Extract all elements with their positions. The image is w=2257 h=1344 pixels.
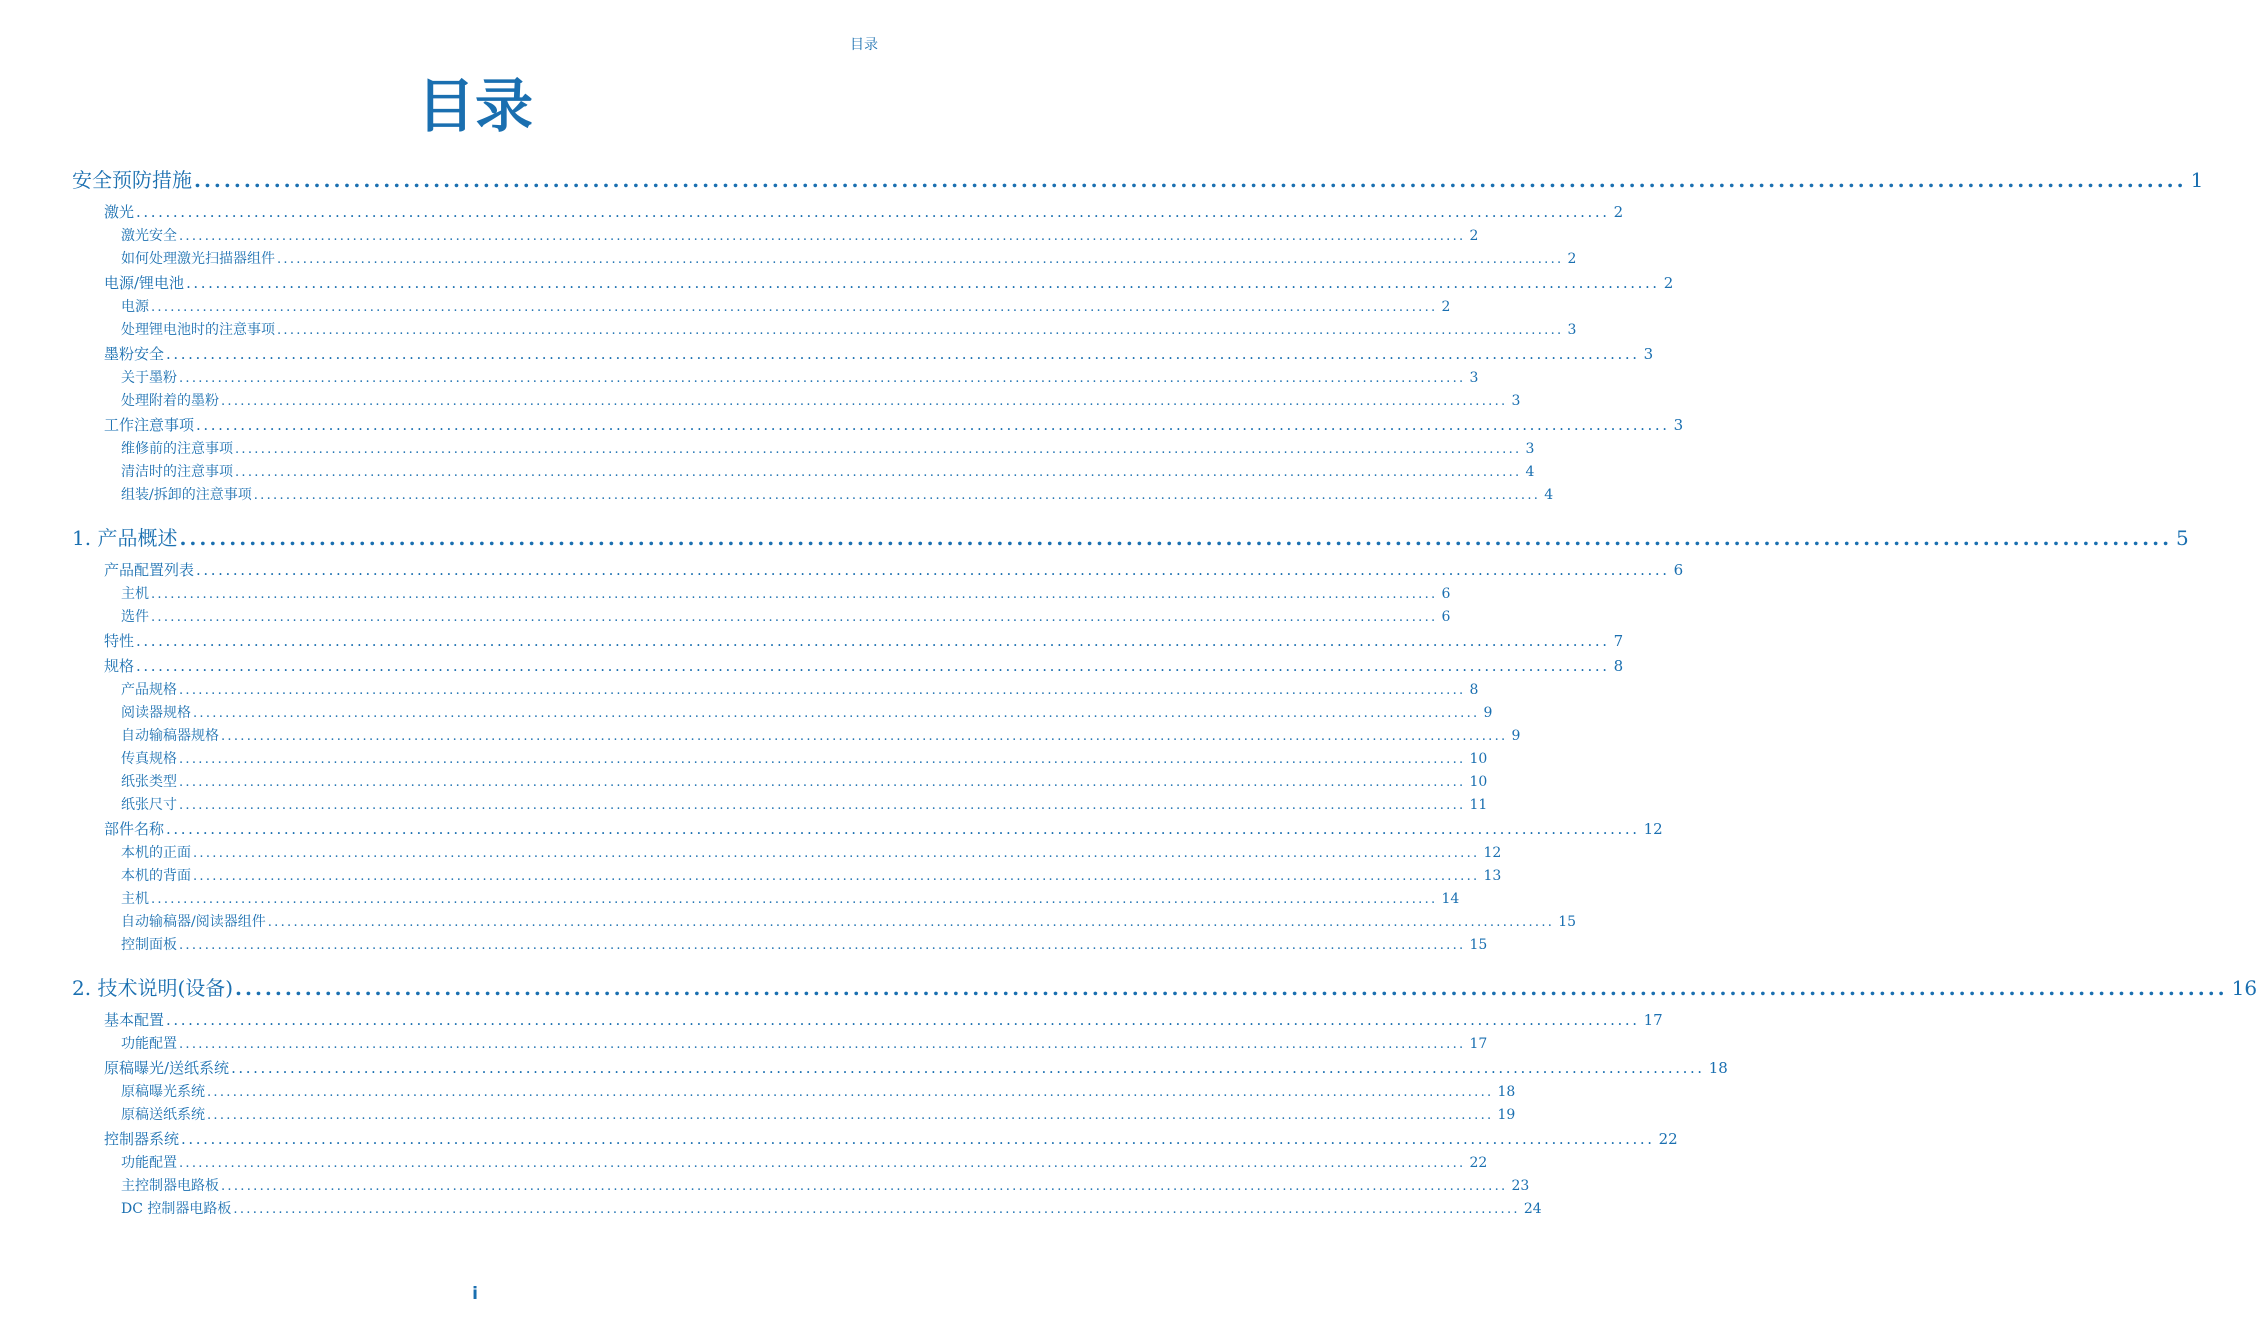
toc-leader-dots: ........................................................................................................................................................................................................ xyxy=(179,526,2173,550)
toc-entry-level-3[interactable] xyxy=(72,795,1488,813)
toc-entry-label: 选件 xyxy=(121,609,149,625)
toc-entry-page: 4 xyxy=(1544,487,1554,503)
toc-entry-label: DC 控制器电路板 xyxy=(121,1201,232,1217)
toc-entry-label: 功能配置 xyxy=(121,1036,177,1052)
toc-entry-level-3[interactable] xyxy=(72,772,1488,790)
toc-entry-label: 激光安全 xyxy=(121,228,177,244)
toc-entry-level-3[interactable] xyxy=(72,1034,1488,1052)
toc-leader-dots: ........................................................................................................................................................................................................ xyxy=(179,229,1466,244)
toc-entry-label: 组装/拆卸的注意事项 xyxy=(121,487,252,503)
toc-entry-label: 产品配置列表 xyxy=(104,561,195,579)
toc-entry-level-3[interactable] xyxy=(72,1105,1516,1123)
toc-entry-label: 墨粉安全 xyxy=(104,345,165,363)
toc-leader-dots: ........................................................................................................................................................................................................ xyxy=(166,345,1640,363)
toc-entry-page: 2 xyxy=(1663,274,1674,292)
toc-leader-dots: ........................................................................................................................................................................................................ xyxy=(196,561,1670,579)
toc-entry-level-3[interactable] xyxy=(72,889,1460,907)
toc-leader-dots: ........................................................................................................................................................................................................ xyxy=(277,323,1564,338)
page-number: i xyxy=(472,1284,478,1304)
toc-entry-label: 主机 xyxy=(121,586,149,602)
toc-entry-level-3[interactable] xyxy=(72,485,1554,503)
toc-leader-dots: ........................................................................................................................................................................................................ xyxy=(179,371,1466,386)
toc-entry-label: 原稿送纸系统 xyxy=(121,1107,205,1123)
toc-entry-label: 控制面板 xyxy=(121,937,177,953)
toc-leader-dots: ........................................................................................................................................................................................................ xyxy=(186,274,1660,292)
toc-entry-label: 自动输稿器规格 xyxy=(121,728,219,744)
toc-entry-level-3[interactable] xyxy=(72,1153,1488,1171)
toc-entry-label: 本机的背面 xyxy=(121,868,191,884)
toc-entry-label: 关于墨粉 xyxy=(121,370,177,386)
toc-entry-level-3[interactable] xyxy=(72,843,1502,861)
toc-entry-page: 3 xyxy=(1673,416,1684,434)
toc-entry-page: 2 xyxy=(1469,228,1479,244)
toc-entry-level-3[interactable] xyxy=(72,1082,1516,1100)
page-title: 目录 xyxy=(416,72,533,140)
toc-entry-label: 部件名称 xyxy=(104,820,165,838)
toc-entry-page: 15 xyxy=(1469,937,1488,953)
toc-entry-page: 17 xyxy=(1643,1011,1663,1029)
toc-leader-dots: ........................................................................................................................................................................................................ xyxy=(221,729,1508,744)
toc-entry-label: 原稿曝光/送纸系统 xyxy=(104,1059,230,1077)
toc-leader-dots: ........................................................................................................................................................................................................ xyxy=(181,1130,1655,1148)
toc-entry-page: 5 xyxy=(2176,526,2189,550)
toc-entry-label: 规格 xyxy=(104,657,135,675)
toc-entry-page: 2 xyxy=(1441,299,1451,315)
toc-entry-page: 18 xyxy=(1497,1084,1516,1100)
toc-entry-page: 17 xyxy=(1469,1036,1488,1052)
toc-entry-page: 11 xyxy=(1469,797,1488,813)
toc-entry-level-1[interactable] xyxy=(72,524,2189,550)
toc-leader-dots: ........................................................................................................................................................................................................ xyxy=(136,657,1610,675)
toc-entry-label: 处理附着的墨粉 xyxy=(121,393,219,409)
toc-entry-label: 特性 xyxy=(104,632,135,650)
toc-entry-label: 如何处理激光扫描器组件 xyxy=(121,251,275,267)
toc-leader-dots: ........................................................................................................................................................................................................ xyxy=(151,892,1438,907)
toc-entry-level-2[interactable] xyxy=(72,273,1674,292)
toc-entry-label: 产品规格 xyxy=(121,682,177,698)
toc-entry-page: 19 xyxy=(1497,1107,1516,1123)
toc-entry-page: 8 xyxy=(1613,657,1624,675)
toc-entry-label: 纸张类型 xyxy=(121,774,177,790)
toc-entry-level-2[interactable] xyxy=(72,1129,1678,1148)
toc-leader-dots: ........................................................................................................................................................................................................ xyxy=(136,203,1610,221)
toc-entry-label: 控制器系统 xyxy=(104,1130,180,1148)
toc-entry-level-2[interactable] xyxy=(72,1058,1728,1077)
toc-leader-dots: ........................................................................................................................................................................................................ xyxy=(179,1156,1466,1171)
toc-leader-dots: ........................................................................................................................................................................................................ xyxy=(179,683,1466,698)
toc-entry-label: 维修前的注意事项 xyxy=(121,441,233,457)
toc-entry-level-2[interactable] xyxy=(72,344,1654,363)
toc-leader-dots: ........................................................................................................................................................................................................ xyxy=(193,869,1480,884)
toc-leader-dots: ........................................................................................................................................................................................................ xyxy=(207,1108,1494,1123)
toc-leader-dots: ........................................................................................................................................................................................................ xyxy=(193,846,1480,861)
toc-leader-dots: ........................................................................................................................................................................................................ xyxy=(166,1011,1640,1029)
toc-entry-label: 激光 xyxy=(104,203,135,221)
toc-entry-page: 6 xyxy=(1441,609,1451,625)
toc-entry-level-3[interactable] xyxy=(72,226,1479,244)
toc-leader-dots: ........................................................................................................................................................................................................ xyxy=(253,488,1541,503)
toc-entry-label: 纸张尺寸 xyxy=(121,797,177,813)
toc-entry-label: 原稿曝光系统 xyxy=(121,1084,205,1100)
toc-entry-page: 7 xyxy=(1613,632,1624,650)
toc-entry-level-3[interactable] xyxy=(72,866,1502,884)
table-of-contents xyxy=(72,166,2257,1217)
toc-entry-level-2[interactable] xyxy=(72,1010,1663,1029)
toc-entry-label: 工作注意事项 xyxy=(104,416,195,434)
toc-entry-level-3[interactable] xyxy=(72,462,1535,480)
toc-entry-page: 6 xyxy=(1673,561,1684,579)
toc-entry-level-1[interactable] xyxy=(72,974,2257,1000)
toc-entry-level-3[interactable] xyxy=(72,680,1479,698)
toc-entry-label: 2. 技术说明(设备) xyxy=(72,976,234,1000)
toc-entry-label: 本机的正面 xyxy=(121,845,191,861)
toc-entry-level-3[interactable] xyxy=(72,249,1577,267)
toc-entry-page: 16 xyxy=(2231,976,2257,1000)
toc-entry-level-3[interactable] xyxy=(72,607,1451,625)
toc-leader-dots: ........................................................................................................................................................................................................ xyxy=(221,1179,1508,1194)
toc-entry-label: 功能配置 xyxy=(121,1155,177,1171)
toc-leader-dots: ........................................................................................................................................................................................................ xyxy=(231,1059,1705,1077)
toc-entry-page: 10 xyxy=(1469,774,1488,790)
toc-entry-level-3[interactable] xyxy=(72,749,1488,767)
toc-entry-page: 12 xyxy=(1643,820,1663,838)
toc-leader-dots: ........................................................................................................................................................................................................ xyxy=(194,168,2187,192)
toc-leader-dots: ........................................................................................................................................................................................................ xyxy=(151,300,1438,315)
toc-entry-level-3[interactable] xyxy=(72,297,1451,315)
toc-entry-page: 3 xyxy=(1525,441,1535,457)
toc-entry-page: 8 xyxy=(1469,682,1479,698)
toc-entry-page: 23 xyxy=(1511,1178,1530,1194)
toc-entry-page: 2 xyxy=(1613,203,1624,221)
toc-entry-level-3[interactable] xyxy=(72,703,1493,721)
toc-leader-dots: ........................................................................................................................................................................................................ xyxy=(193,706,1480,721)
toc-entry-page: 13 xyxy=(1483,868,1502,884)
toc-entry-page: 15 xyxy=(1558,914,1577,930)
toc-entry-page: 9 xyxy=(1511,728,1521,744)
toc-entry-page: 3 xyxy=(1511,393,1521,409)
toc-entry-label: 1. 产品概述 xyxy=(72,526,178,550)
toc-entry-page: 10 xyxy=(1469,751,1488,767)
toc-leader-dots: ........................................................................................................................................................................................................ xyxy=(235,465,1522,480)
toc-entry-level-2[interactable] xyxy=(72,415,1684,434)
toc-entry-level-3[interactable] xyxy=(72,391,1521,409)
toc-entry-level-2[interactable] xyxy=(72,202,1624,221)
toc-leader-dots: ........................................................................................................................................................................................................ xyxy=(267,915,1555,930)
toc-entry-page: 24 xyxy=(1523,1201,1542,1217)
toc-entry-level-3[interactable] xyxy=(72,439,1535,457)
toc-leader-dots: ........................................................................................................................................................................................................ xyxy=(235,442,1522,457)
toc-leader-dots: ........................................................................................................................................................................................................ xyxy=(196,416,1670,434)
toc-entry-label: 传真规格 xyxy=(121,751,177,767)
toc-entry-page: 22 xyxy=(1469,1155,1488,1171)
toc-entry-level-3[interactable] xyxy=(72,1199,1542,1217)
toc-leader-dots: ........................................................................................................................................................................................................ xyxy=(207,1085,1494,1100)
toc-entry-level-3[interactable] xyxy=(72,584,1451,602)
toc-entry-level-1[interactable] xyxy=(72,166,2204,192)
toc-entry-page: 3 xyxy=(1567,322,1577,338)
toc-leader-dots: ........................................................................................................................................................................................................ xyxy=(136,632,1610,650)
toc-entry-page: 9 xyxy=(1483,705,1493,721)
toc-entry-level-2[interactable] xyxy=(72,656,1624,675)
toc-entry-label: 主机 xyxy=(121,891,149,907)
toc-entry-level-3[interactable] xyxy=(72,320,1577,338)
toc-leader-dots: ........................................................................................................................................................................................................ xyxy=(166,820,1640,838)
toc-entry-page: 3 xyxy=(1469,370,1479,386)
toc-entry-label: 安全预防措施 xyxy=(72,168,192,192)
toc-entry-page: 18 xyxy=(1708,1059,1728,1077)
toc-entry-label: 自动输稿器/阅读器组件 xyxy=(121,914,266,930)
toc-entry-level-2[interactable] xyxy=(72,819,1663,838)
toc-entry-label: 电源 xyxy=(121,299,149,315)
toc-entry-page: 22 xyxy=(1658,1130,1678,1148)
toc-entry-label: 清洁时的注意事项 xyxy=(121,464,233,480)
toc-entry-page: 12 xyxy=(1483,845,1502,861)
toc-entry-page: 2 xyxy=(1567,251,1577,267)
toc-leader-dots: ........................................................................................................................................................................................................ xyxy=(179,775,1466,790)
toc-leader-dots: ........................................................................................................................................................................................................ xyxy=(151,587,1438,602)
toc-entry-page: 6 xyxy=(1441,586,1451,602)
toc-leader-dots: ........................................................................................................................................................................................................ xyxy=(179,798,1466,813)
toc-entry-page: 1 xyxy=(2190,168,2204,192)
running-header: 目录 xyxy=(850,37,878,53)
toc-entry-page: 3 xyxy=(1643,345,1654,363)
toc-entry-level-2[interactable] xyxy=(72,631,1624,650)
toc-entry-level-3[interactable] xyxy=(72,1176,1530,1194)
toc-leader-dots: ........................................................................................................................................................................................................ xyxy=(233,1202,1520,1217)
toc-entry-level-3[interactable] xyxy=(72,368,1479,386)
toc-leader-dots: ........................................................................................................................................................................................................ xyxy=(179,752,1466,767)
toc-leader-dots: ........................................................................................................................................................................................................ xyxy=(179,1037,1466,1052)
toc-entry-label: 基本配置 xyxy=(104,1011,165,1029)
toc-entry-level-2[interactable] xyxy=(72,560,1684,579)
toc-entry-label: 阅读器规格 xyxy=(121,705,191,721)
toc-leader-dots: ........................................................................................................................................................................................................ xyxy=(221,394,1508,409)
toc-entry-label: 处理锂电池时的注意事项 xyxy=(121,322,275,338)
toc-entry-label: 主控制器电路板 xyxy=(121,1178,219,1194)
toc-entry-level-3[interactable] xyxy=(72,726,1521,744)
toc-leader-dots: ........................................................................................................................................................................................................ xyxy=(151,610,1438,625)
toc-leader-dots: ........................................................................................................................................................................................................ xyxy=(277,252,1564,267)
toc-entry-level-3[interactable] xyxy=(72,912,1577,930)
toc-entry-page: 4 xyxy=(1525,464,1535,480)
toc-entry-level-3[interactable] xyxy=(72,935,1488,953)
toc-leader-dots: ........................................................................................................................................................................................................ xyxy=(235,976,2228,1000)
toc-entry-label: 电源/锂电池 xyxy=(104,274,185,292)
toc-leader-dots: ........................................................................................................................................................................................................ xyxy=(179,938,1466,953)
toc-entry-page: 14 xyxy=(1441,891,1460,907)
